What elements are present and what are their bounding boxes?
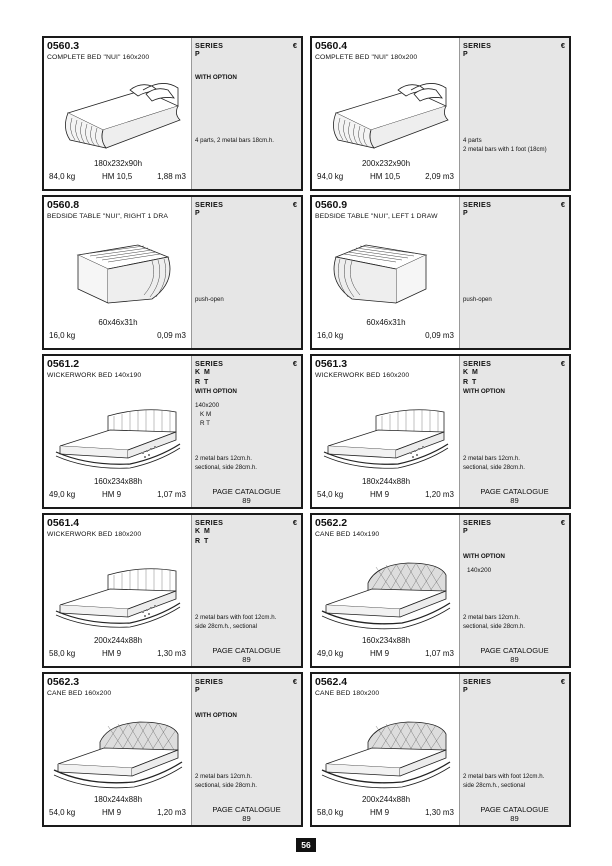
product-card bbox=[310, 354, 571, 509]
series-label: SERIES bbox=[195, 41, 224, 50]
product-info bbox=[44, 515, 192, 666]
series-panel bbox=[460, 674, 569, 825]
product-weight: 58,0 kg bbox=[317, 808, 344, 817]
cane-bed-icon bbox=[316, 704, 456, 794]
nui-bedside-right-icon bbox=[48, 227, 188, 317]
product-dimensions: 160x234x88h bbox=[93, 477, 143, 486]
product-card bbox=[42, 36, 303, 191]
product-note bbox=[463, 295, 567, 304]
series-codes: P bbox=[195, 687, 201, 694]
product-name: BEDSIDE TABLE "NUI", LEFT 1 DRAW bbox=[315, 213, 438, 220]
product-volume: 1,88 m3 bbox=[157, 172, 186, 181]
product-name: WICKERWORK BED 160x200 bbox=[315, 372, 410, 379]
page-catalogue-number: 89 bbox=[242, 496, 251, 505]
product-info bbox=[312, 197, 460, 348]
note-line: 2 metal bars 12cm.h. bbox=[463, 614, 520, 621]
product-code: 0560.4 bbox=[315, 40, 348, 52]
wickerwork-bed-icon bbox=[48, 386, 188, 476]
product-volume: 0,09 m3 bbox=[425, 331, 454, 340]
page-catalogue-label: PAGE CATALOGUE bbox=[212, 805, 281, 814]
product-dimensions: 180x244x88h bbox=[93, 795, 143, 804]
product-note bbox=[463, 136, 567, 154]
note-line: 2 metal bars with 1 foot (18cm) bbox=[463, 146, 547, 153]
product-card bbox=[310, 672, 571, 827]
note-line: 2 metal bars 12cm.h. bbox=[195, 773, 252, 780]
product-card bbox=[310, 195, 571, 350]
product-name: COMPLETE BED "NUI" 160x200 bbox=[47, 54, 150, 61]
product-volume: 1,30 m3 bbox=[425, 808, 454, 817]
series-codes: P bbox=[195, 51, 201, 58]
page-catalogue-label: PAGE CATALOGUE bbox=[480, 646, 549, 655]
product-volume: 2,09 m3 bbox=[425, 172, 454, 181]
product-code: 0562.4 bbox=[315, 676, 348, 688]
product-grid bbox=[42, 36, 571, 827]
product-info bbox=[44, 674, 192, 825]
series-codes: K M R T bbox=[195, 528, 211, 545]
page-catalogue-number: 89 bbox=[510, 655, 519, 664]
product-volume: 0,09 m3 bbox=[157, 331, 186, 340]
nui-bed-icon bbox=[316, 68, 456, 158]
series-panel bbox=[192, 674, 301, 825]
product-code: 0562.3 bbox=[47, 676, 80, 688]
option-sub-code: R T bbox=[200, 420, 211, 427]
product-hm: HM 10,5 bbox=[370, 172, 401, 181]
euro-symbol: € bbox=[560, 359, 565, 368]
cane-bed-icon bbox=[316, 545, 456, 635]
product-info bbox=[44, 356, 192, 507]
series-panel bbox=[192, 38, 301, 189]
product-info bbox=[312, 356, 460, 507]
page-catalogue-label: PAGE CATALOGUE bbox=[480, 805, 549, 814]
page-catalogue bbox=[460, 805, 569, 823]
series-label: SERIES bbox=[195, 677, 224, 686]
product-volume: 1,07 m3 bbox=[157, 490, 186, 499]
product-info bbox=[312, 674, 460, 825]
note-line: sectional, side 28cm.h. bbox=[195, 464, 257, 471]
series-label: SERIES bbox=[195, 359, 224, 368]
series-codes: P bbox=[463, 528, 469, 535]
product-hm: HM 9 bbox=[102, 808, 122, 817]
product-note bbox=[195, 454, 299, 472]
product-name: CANE BED 180x200 bbox=[315, 690, 380, 697]
product-code: 0560.9 bbox=[315, 199, 348, 211]
euro-symbol: € bbox=[560, 200, 565, 209]
product-card bbox=[310, 36, 571, 191]
note-line: side 28cm.h., sectional bbox=[195, 623, 257, 630]
series-label: SERIES bbox=[195, 200, 224, 209]
note-line: 2 metal bars 12cm.h. bbox=[463, 455, 520, 462]
product-note bbox=[463, 454, 567, 472]
note-line: sectional, side 28cm.h. bbox=[463, 623, 525, 630]
product-dimensions: 200x244x88h bbox=[93, 636, 143, 645]
product-dimensions: 200x232x90h bbox=[361, 159, 411, 168]
page-catalogue bbox=[192, 646, 301, 664]
product-name: WICKERWORK BED 180x200 bbox=[47, 531, 142, 538]
product-weight: 58,0 kg bbox=[49, 649, 76, 658]
option-title: WITH OPTION bbox=[463, 553, 505, 560]
product-weight: 16,0 kg bbox=[49, 331, 76, 340]
series-label: SERIES bbox=[463, 518, 492, 527]
product-weight: 49,0 kg bbox=[317, 649, 344, 658]
series-panel bbox=[460, 38, 569, 189]
product-weight: 16,0 kg bbox=[317, 331, 344, 340]
product-weight: 84,0 kg bbox=[49, 172, 76, 181]
note-line: push-open bbox=[195, 296, 224, 303]
product-hm: HM 9 bbox=[102, 649, 122, 658]
product-card bbox=[42, 354, 303, 509]
product-weight: 49,0 kg bbox=[49, 490, 76, 499]
page-catalogue-number: 89 bbox=[510, 496, 519, 505]
product-volume: 1,07 m3 bbox=[425, 649, 454, 658]
product-hm: HM 9 bbox=[370, 808, 390, 817]
euro-symbol: € bbox=[292, 518, 297, 527]
option-sub-list bbox=[195, 401, 298, 428]
series-codes: P bbox=[463, 687, 469, 694]
product-info bbox=[312, 38, 460, 189]
euro-symbol: € bbox=[292, 359, 297, 368]
product-code: 0561.2 bbox=[47, 358, 80, 370]
option-sub-size: 140x200 bbox=[195, 402, 220, 409]
option-sub-code: K M bbox=[200, 411, 212, 418]
product-note bbox=[195, 295, 299, 304]
note-line: sectional, side 28cm.h. bbox=[195, 782, 257, 789]
product-dimensions: 180x244x88h bbox=[361, 477, 411, 486]
series-panel bbox=[192, 356, 301, 507]
product-hm: HM 9 bbox=[370, 490, 390, 499]
euro-symbol: € bbox=[560, 41, 565, 50]
page-catalogue-number: 89 bbox=[242, 655, 251, 664]
product-card bbox=[42, 195, 303, 350]
euro-symbol: € bbox=[292, 41, 297, 50]
page-catalogue-label: PAGE CATALOGUE bbox=[212, 646, 281, 655]
product-hm: HM 10,5 bbox=[102, 172, 133, 181]
product-name: COMPLETE BED "NUI" 180x200 bbox=[315, 54, 418, 61]
product-card bbox=[42, 513, 303, 668]
note-line: sectional, side 28cm.h. bbox=[463, 464, 525, 471]
product-dimensions: 60x46x31h bbox=[98, 318, 138, 327]
euro-symbol: € bbox=[560, 677, 565, 686]
note-line: 2 metal bars 12cm.h. bbox=[195, 455, 252, 462]
product-card bbox=[42, 672, 303, 827]
series-label: SERIES bbox=[463, 200, 492, 209]
page-catalogue bbox=[460, 646, 569, 664]
product-note bbox=[195, 613, 299, 631]
product-code: 0562.2 bbox=[315, 517, 348, 529]
series-panel bbox=[460, 515, 569, 666]
wickerwork-bed-icon bbox=[316, 386, 456, 476]
product-volume: 1,20 m3 bbox=[425, 490, 454, 499]
series-panel bbox=[460, 356, 569, 507]
euro-symbol: € bbox=[292, 200, 297, 209]
product-weight: 54,0 kg bbox=[49, 808, 76, 817]
nui-bed-icon bbox=[48, 68, 188, 158]
product-info bbox=[312, 515, 460, 666]
product-note bbox=[463, 772, 567, 790]
euro-symbol: € bbox=[560, 518, 565, 527]
product-dimensions: 160x234x88h bbox=[361, 636, 411, 645]
page-catalogue bbox=[460, 487, 569, 505]
euro-symbol: € bbox=[292, 677, 297, 686]
nui-bedside-left-icon bbox=[316, 227, 456, 317]
option-title: WITH OPTION bbox=[463, 388, 505, 395]
series-label: SERIES bbox=[463, 359, 492, 368]
wickerwork-bed-icon bbox=[48, 545, 188, 635]
page-catalogue-label: PAGE CATALOGUE bbox=[212, 487, 281, 496]
product-note bbox=[463, 613, 567, 631]
product-name: CANE BED 140x190 bbox=[315, 531, 380, 538]
product-name: CANE BED 160x200 bbox=[47, 690, 112, 697]
product-weight: 54,0 kg bbox=[317, 490, 344, 499]
note-line: push-open bbox=[463, 296, 492, 303]
note-line: 4 parts bbox=[463, 137, 482, 144]
note-line: side 28cm.h., sectional bbox=[463, 782, 525, 789]
product-name: WICKERWORK BED 140x190 bbox=[47, 372, 142, 379]
option-title: WITH OPTION bbox=[195, 388, 237, 395]
product-hm: HM 9 bbox=[370, 649, 390, 658]
product-volume: 1,30 m3 bbox=[157, 649, 186, 658]
product-hm: HM 9 bbox=[102, 490, 122, 499]
note-line: 2 metal bars with foot 12cm.h. bbox=[195, 614, 277, 621]
product-weight: 94,0 kg bbox=[317, 172, 344, 181]
option-title: WITH OPTION bbox=[195, 74, 237, 81]
series-codes: P bbox=[195, 210, 201, 217]
page-catalogue bbox=[192, 487, 301, 505]
page-catalogue-number: 89 bbox=[242, 814, 251, 823]
page-number: 56 bbox=[296, 838, 316, 852]
page-catalogue-label: PAGE CATALOGUE bbox=[480, 487, 549, 496]
series-label: SERIES bbox=[195, 518, 224, 527]
product-note bbox=[195, 772, 299, 790]
product-info bbox=[44, 197, 192, 348]
product-code: 0561.3 bbox=[315, 358, 348, 370]
series-label: SERIES bbox=[463, 677, 492, 686]
product-note bbox=[195, 136, 299, 145]
note-line: 4 parts, 2 metal bars 18cm.h. bbox=[195, 137, 274, 144]
product-card bbox=[310, 513, 571, 668]
series-codes: P bbox=[463, 51, 469, 58]
series-codes: K M R T bbox=[463, 369, 479, 386]
option-sub-size: 140x200 bbox=[467, 567, 492, 574]
page-catalogue-number: 89 bbox=[510, 814, 519, 823]
series-label: SERIES bbox=[463, 41, 492, 50]
product-code: 0560.8 bbox=[47, 199, 80, 211]
series-panel bbox=[192, 515, 301, 666]
series-panel bbox=[460, 197, 569, 348]
page-catalogue bbox=[192, 805, 301, 823]
option-title: WITH OPTION bbox=[195, 712, 237, 719]
product-volume: 1,20 m3 bbox=[157, 808, 186, 817]
series-codes: P bbox=[463, 210, 469, 217]
cane-bed-icon bbox=[48, 704, 188, 794]
product-dimensions: 60x46x31h bbox=[366, 318, 406, 327]
product-info bbox=[44, 38, 192, 189]
product-name: BEDSIDE TABLE "NUI", RIGHT 1 DRA bbox=[47, 213, 168, 220]
series-codes: K M R T bbox=[195, 369, 211, 386]
product-dimensions: 180x232x90h bbox=[93, 159, 143, 168]
product-code: 0561.4 bbox=[47, 517, 80, 529]
note-line: 2 metal bars with foot 12cm.h. bbox=[463, 773, 545, 780]
product-code: 0560.3 bbox=[47, 40, 80, 52]
series-panel bbox=[192, 197, 301, 348]
product-dimensions: 200x244x88h bbox=[361, 795, 411, 804]
